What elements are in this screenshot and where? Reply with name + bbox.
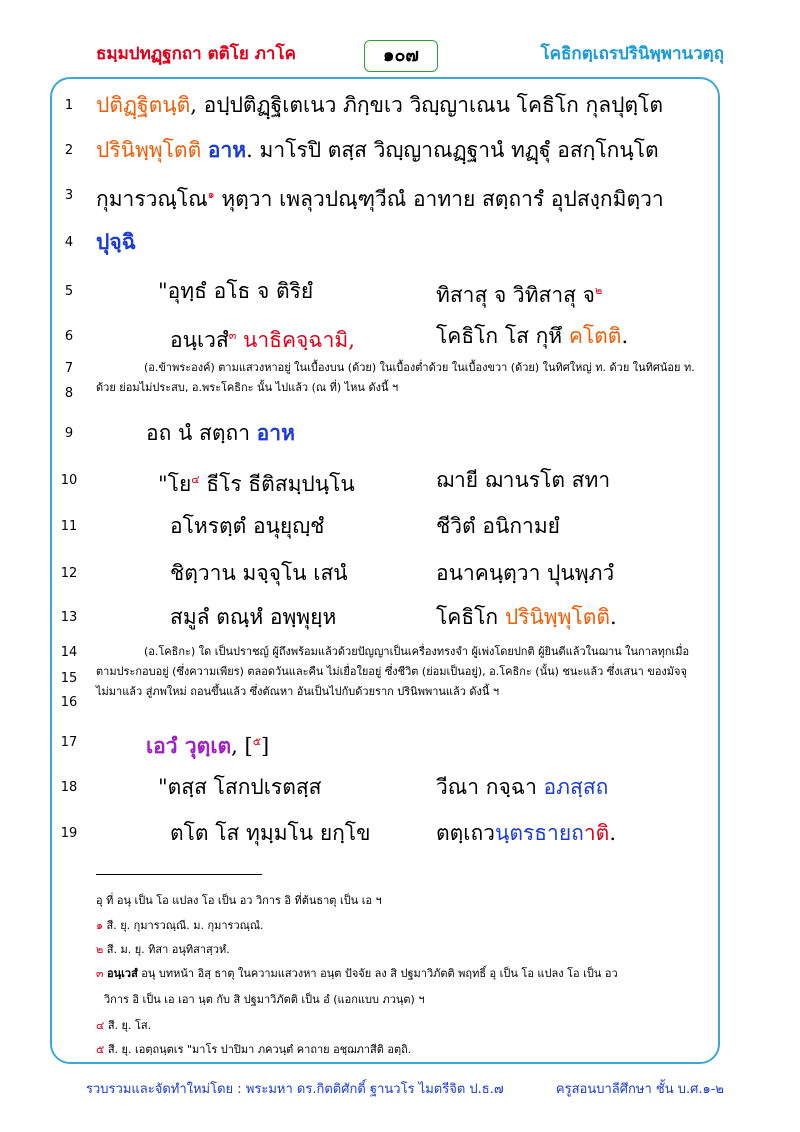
verse-line-12a — [170, 558, 348, 588]
verse-line-6b — [436, 321, 628, 351]
text-line-2 — [96, 135, 659, 165]
pali-text: , อปฺปติฏฺฐิเตเนว ภิกฺขเว วิญฺญาเณน โคธิโก กุลปุตฺโต — [190, 93, 663, 117]
header-left-title: ธมฺมปทฏฺฐกถา ตติโย ภาโค — [96, 44, 296, 64]
verse-line-18a — [158, 772, 321, 802]
line-number: 4 — [64, 235, 74, 250]
footnote-5 — [96, 1042, 411, 1058]
content-frame — [50, 77, 720, 1064]
pali-word: ปุจฺฉิ — [96, 229, 136, 254]
translation-line: ไม่มาแล้ว สู่ภพใหม่ ถอนขึ้นแล้ว ซึ่งตัณหา อันเป็นไปกับด้วยราก ปรินิพพานแล้ว ดังนี้ ฯ — [96, 685, 500, 698]
verse-text: . — [621, 324, 629, 348]
verse-line-12b — [436, 558, 614, 588]
text-line-1 — [96, 90, 663, 120]
line-number: 5 — [64, 284, 74, 299]
verse-text: อนาคนฺตฺวา ปุนพฺภวํ — [436, 561, 615, 585]
footnote-2 — [96, 942, 230, 958]
text-line-9 — [146, 418, 295, 448]
footnote-3-continuation — [104, 992, 425, 1008]
verse-line-5a — [158, 276, 313, 306]
line-number: 14 — [60, 645, 78, 660]
line-number: 8 — [64, 386, 74, 401]
line-number: 11 — [60, 519, 78, 534]
verse-line-10a — [158, 465, 355, 499]
footnote-marker: ๔ — [191, 473, 200, 486]
footnote-marker: ๑ — [207, 188, 215, 201]
verse-line-11b — [436, 511, 560, 541]
footnote-marker: ๓ — [228, 329, 237, 342]
pali-word: ปรินิพฺพุโตติ — [96, 138, 202, 162]
verse-text: วีณา กจฺฉา — [436, 775, 544, 799]
footnote-text: สี. ม. ยุ. ทิสา อนุทิสาสฺวหํ. — [103, 943, 230, 956]
text-line-4 — [96, 227, 136, 257]
line-number: 19 — [60, 826, 78, 841]
translation-line: (อ.ข้าพระองค์) ตามแสวงหาอยู่ ในเบื้องบน (ด้วย) ในเบื้องต่ำด้วย ในเบื้องขวา (ด้วย) ในทิศใหญ่ ท. ด้วย ในทิศน้อย ท. — [144, 361, 695, 374]
footnote-text: อุ ที่ อนุ เป็น โอ แปลง โอ เป็น อว วิการ อิ ที่ต้นธาตุ เป็น เอ ฯ — [96, 894, 382, 907]
footnote-divider — [96, 874, 262, 875]
footnote-text: อนุ บทหน้า อิสฺ ธาตุ ในความแสวงหา อนฺต ปัจจัย ลง สิ ปฐมาวิภัตติ พฤทธิ์ อุ เป็น โอ แปลง โอ เป็น อว — [137, 967, 618, 980]
pali-text: , [ — [231, 734, 253, 758]
line-number: 1 — [64, 98, 74, 113]
verse-line-10b — [436, 465, 610, 495]
footnote-text: สี. ยุ. โส. — [104, 1019, 152, 1032]
verse-text: ธีโร ธีติสมฺปนฺโน — [199, 472, 355, 496]
verse-text: สมูลํ ตณฺหํ อพฺพุยฺห — [170, 605, 337, 629]
verse-word: คโตติ — [568, 324, 622, 348]
pali-text: . มาโรปิ ตสฺส วิญฺญาณฏฺฐานํ ทฏฺฐุํ อสกฺโกนฺโต — [246, 138, 659, 162]
verse-text: "ตสฺส โสกปเรตสฺส — [158, 775, 322, 799]
footnote-text: สี. ยุ. เอตฺถนฺตเร "มาโร ปาปิมา ภควนฺตํ คาถาย อชฺฌภาสีติ อตฺถิ. — [104, 1043, 412, 1056]
line-number: 12 — [60, 566, 78, 581]
line-number: 10 — [60, 473, 78, 488]
line-number: 13 — [60, 610, 78, 625]
line-number: 9 — [64, 426, 74, 441]
verse-line-11a — [170, 511, 324, 541]
pali-word: อาห — [207, 137, 247, 162]
verse-text: ชิตฺวาน มจฺจุโน เสนํ — [170, 561, 348, 585]
pali-text: ] — [261, 734, 270, 758]
footnote-continuation — [96, 893, 382, 909]
translation-line: ด้วย ย่อมไม่ประสบ, อ.พระโคธิกะ นั้น ไปแล้ว (ณ ที่) ไหน ดังนี้ ฯ — [96, 381, 399, 394]
verse-line-6a — [170, 321, 355, 355]
verse-text: ทิสาสุ จ วิทิสาสุ จ — [436, 283, 595, 307]
pali-text: หุตฺวา เพลุวปณฺฑุวีณํ อาทาย สตฺถารํ อุปสงฺกมิตฺวา — [214, 187, 664, 211]
thai-translation-2 — [96, 642, 728, 702]
verse-line-19a — [170, 818, 371, 848]
footnote-term: อนฺเวสํ — [107, 967, 138, 980]
translation-line: (อ.โคธิกะ) ใด เป็นปราชญ์ ผู้ถึงพร้อมแล้วด้วยปัญญาเป็นเครื่องทรงจำ ผู้เพ่งโดยปกติ ผู้ยินดีแล้วในฌาน ในกาลทุกเมื่อ — [144, 645, 690, 658]
verse-text: "โย — [158, 472, 192, 496]
verse-word: นฺตรธายถ — [494, 821, 584, 845]
verse-word: นาธิคจฺฉามิ, — [242, 328, 355, 352]
footnote-marker: ๓ — [96, 967, 104, 980]
verse-line-13b — [436, 602, 617, 632]
pali-text: กุมารวณฺโณ — [96, 187, 208, 211]
verse-text: . — [609, 821, 616, 845]
footnote-marker: ๔ — [96, 1019, 105, 1032]
footnote-3 — [96, 966, 618, 982]
verse-text: อนฺเวสํ — [170, 328, 229, 352]
verse-line-19b — [436, 818, 616, 848]
verse-text: "อุทฺธํ อโธ จ ติริยํ — [158, 279, 314, 303]
footnote-marker: ๑ — [96, 919, 103, 932]
page-number: ๑๐๗ — [364, 40, 438, 72]
line-number: 17 — [60, 735, 78, 750]
pali-word: เอวํ วุตฺเต — [146, 733, 232, 758]
translation-line: ตามประกอบอยู่ (ซึ่งความเพียร) ตลอดวันและคืน ไม่เยื่อใยอยู่ ซึ่งชีวิต (ย่อมเป็นอยู่), อ.โคธิกะ (นั้น) ชนะแล้ว ซึ่งเสนา ของมัจจุ — [96, 665, 687, 678]
verse-word: ปรินิพฺพุโตติ — [504, 605, 611, 629]
line-number: 18 — [60, 780, 78, 795]
line-number: 15 — [60, 671, 78, 686]
footnote-marker: ๕ — [96, 1043, 105, 1056]
verse-text: ฌายี ฌานรโต สทา — [436, 468, 611, 492]
text-line-17 — [146, 727, 269, 761]
text-line-3 — [96, 180, 664, 214]
footnote-text: วิการ อิ เป็น เอ เอา นฺต กับ สิ ปฐมาวิภัตติ เป็น อํ (แอกแบบ ภวนฺต) ฯ — [104, 993, 425, 1006]
verse-text: . — [610, 605, 617, 629]
line-number: 6 — [64, 329, 74, 344]
footnote-marker: ๒ — [96, 943, 104, 956]
line-number: 3 — [64, 188, 74, 203]
verse-text: โคธิโก โส กุหึ — [436, 324, 569, 348]
pali-text: อถ นํ สตฺถา — [146, 421, 257, 445]
footer-credit: รวบรวมและจัดทำใหม่โดย : พระมหา ดร.กิตติศักดิ์ ฐานวโร ไมตรีจิต ป.ธ.๗ — [86, 1082, 504, 1097]
line-number: 16 — [60, 695, 78, 710]
line-number: 7 — [64, 361, 74, 376]
footer-course: ครูสอนบาลีศึกษา ชั้น บ.ศ.๑-๒ — [555, 1082, 724, 1097]
verse-word: อภสฺสถ — [543, 775, 609, 799]
footnote-marker: ๕ — [252, 735, 262, 748]
verse-line-13a — [170, 602, 336, 632]
footnote-4 — [96, 1018, 151, 1034]
verse-text: โคธิโก — [436, 605, 505, 629]
footnote-1 — [96, 918, 264, 934]
header-right-title: โคธิกตฺเถรปรินิพฺพานวตฺถุ — [540, 44, 724, 64]
thai-translation-1 — [96, 358, 728, 398]
verse-text: อโหรตฺตํ อนุยุญฺชํ — [170, 514, 325, 538]
verse-text: ตโต โส ทุมฺมโน ยกฺโข — [170, 821, 371, 845]
pali-word: อาห — [256, 420, 295, 445]
verse-text: ตตฺเถว — [436, 821, 495, 845]
footnote-text: สี. ยุ. กุมารวณฺณี. ม. กุมารวณฺณํ. — [102, 919, 264, 932]
footnote-marker: ๒ — [594, 284, 603, 297]
pali-word: ปติฏฺฐิตนฺติ — [96, 93, 191, 117]
verse-word: าติ — [583, 821, 610, 845]
verse-line-5b — [436, 276, 602, 310]
verse-line-18b — [436, 772, 608, 802]
line-number: 2 — [64, 143, 74, 158]
verse-text: ชีวิตํ อนิกามยํ — [436, 514, 560, 538]
